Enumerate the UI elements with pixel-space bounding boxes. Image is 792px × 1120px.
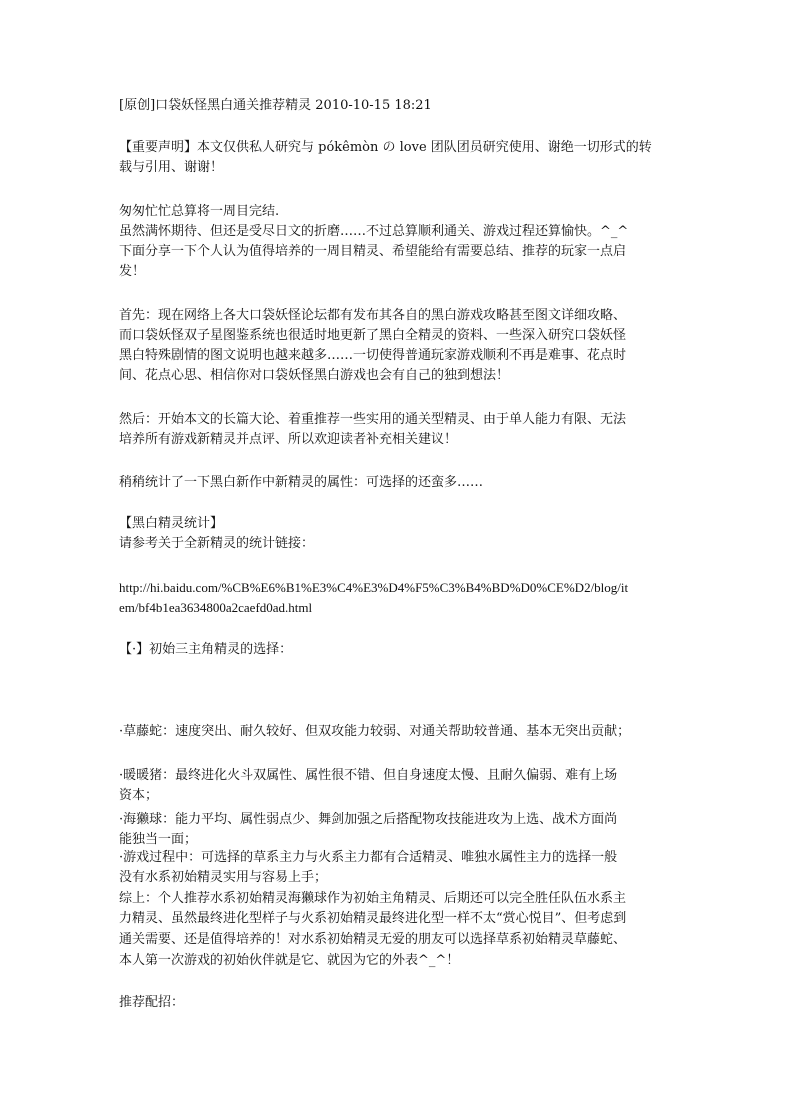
tepig-line-2: 资本； (119, 788, 159, 803)
first-paragraph-line-2: 而口袋妖怪双子星图鉴系统也很适时地更新了黑白全精灵的资料、一些深入研究口袋妖怪 (119, 328, 627, 343)
process-line-2: 没有水系初始精灵实用与容易上手； (119, 870, 328, 885)
first-paragraph-line-1: 首先：现在网络上各大口袋妖怪论坛都有发布其各自的黑白游戏攻略甚至图文详细攻略、 (119, 308, 627, 323)
stats-section-header: 【黑白精灵统计】 (119, 516, 224, 531)
tepig-line-1: ·暖暖猪：最终进化火斗双属性、属性很不错、但自身速度太慢、且耐久偏弱、难有上场 (119, 768, 618, 783)
stats-link-line-2[interactable]: em/bf4b1ea3634800a2caefd0ad.html (119, 600, 313, 615)
stats-reference-line: 请参考关于全新精灵的统计链接： (119, 536, 315, 551)
moves-section-header: 推荐配招： (119, 995, 185, 1010)
then-paragraph-line-1: 然后：开始本文的长篇大论、着重推荐一些实用的通关型精灵、由于单人能力有限、无法 (119, 412, 627, 427)
oshawott-line-2: 能独当一面； (119, 832, 198, 847)
starter-section-header: 【·】初始三主角精灵的选择： (119, 642, 293, 657)
summary-line-1: 综上：个人推荐水系初始精灵海獭球作为初始主角精灵、后期还可以完全胜任队伍水系主 (119, 891, 627, 906)
declaration-line-1: 【重要声明】本文仅供私人研究与 pókêmòn の love 团队团员研究使用、谢绝一切形式的转 (119, 140, 652, 155)
process-line-1: ·游戏过程中：可选择的草系主力与火系主力都有合适精灵、唯独水属性主力的选择一般 (119, 850, 618, 865)
oshawott-line-1: ·海獭球：能力平均、属性弱点少、舞剑加强之后搭配物攻技能进攻为上选、战术方面尚 (119, 812, 618, 827)
snivy-line: ·草藤蛇：速度突出、耐久较好、但双攻能力较弱、对通关帮助较普通、基本无突出贡献； (119, 724, 631, 739)
first-paragraph-line-4: 间、花点心思、相信你对口袋妖怪黑白游戏也会有自己的独到想法！ (119, 368, 510, 383)
intro-line-3: 下面分享一下个人认为值得培养的一周目精灵、希望能给有需要总结、推荐的玩家一点启 (119, 244, 627, 259)
article-title-line: [原创]口袋妖怪黑白通关推荐精灵 2010-10-15 18:21 (119, 98, 432, 113)
summary-line-4: 本人第一次游戏的初始伙伴就是它、就因为它的外表^_^！ (119, 953, 460, 968)
stats-summary-line: 稍稍统计了一下黑白新作中新精灵的属性：可选择的还蛮多…… (119, 475, 484, 490)
first-paragraph-line-3: 黑白特殊剧情的图文说明也越来越多……一切使得普通玩家游戏顺利不再是难事、花点时 (119, 348, 627, 363)
intro-line-2: 虽然满怀期待、但还是受尽日文的折磨……不过总算顺利通关、游戏过程还算愉快。^_^ (119, 224, 629, 239)
summary-line-2: 力精灵、虽然最终进化型样子与火系初始精灵最终进化型一样不太“赏心悦目”、但考虑到 (119, 911, 627, 926)
intro-line-1: 匆匆忙忙总算将一周目完结. (119, 204, 280, 219)
then-paragraph-line-2: 培养所有游戏新精灵并点评、所以欢迎读者补充相关建议！ (119, 432, 458, 447)
declaration-line-2: 载与引用、谢谢！ (119, 160, 224, 175)
intro-line-4: 发！ (119, 264, 146, 279)
stats-link-line-1[interactable]: http://hi.baidu.com/%CB%E6%B1%E3%C4%E3%D4%F5%C3%B4%BD%D0%CE%D2/blog/it (119, 580, 629, 595)
summary-line-3: 通关需要、还是值得培养的！对水系初始精灵无爱的朋友可以选择草系初始精灵草藤蛇、 (119, 932, 627, 947)
